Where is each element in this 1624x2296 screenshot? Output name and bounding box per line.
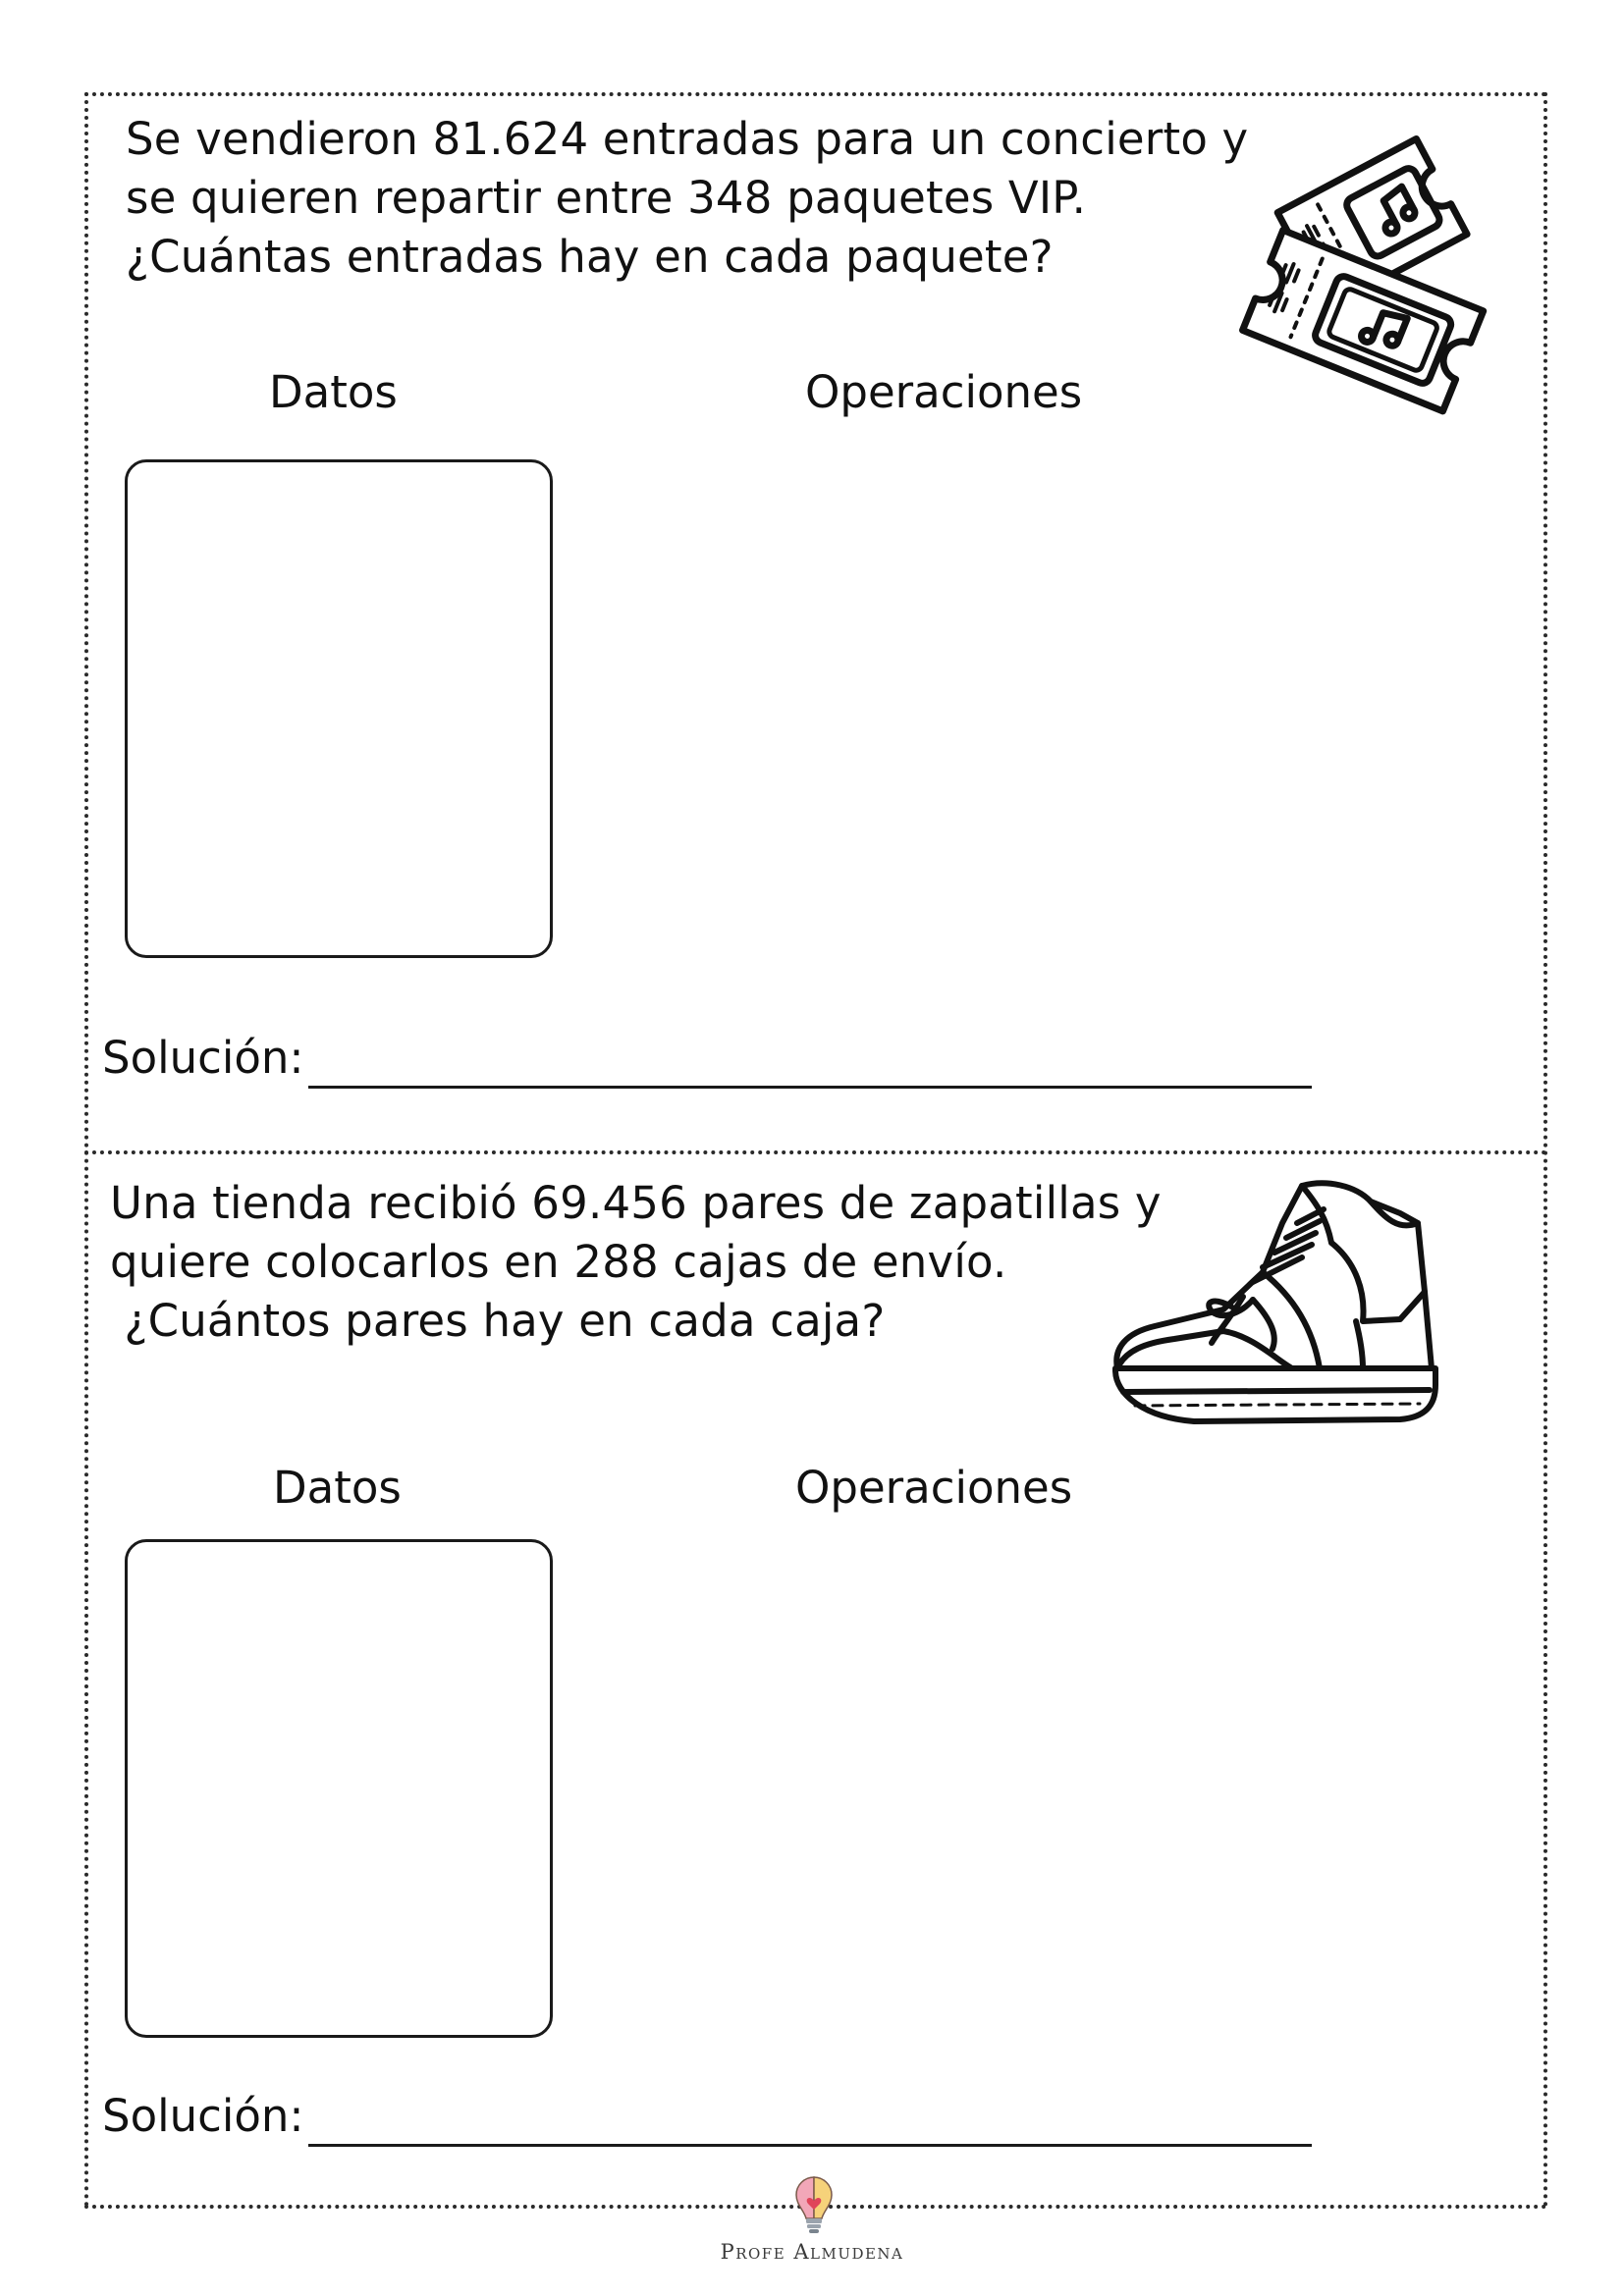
problem-line: ¿Cuántas entradas hay en cada paquete? bbox=[126, 231, 1054, 283]
problem-line: quiere colocarlos en 288 cajas de envío. bbox=[110, 1236, 1007, 1288]
footer-brand: Profe Almudena bbox=[720, 2240, 904, 2264]
problem-line: ¿Cuántos pares hay en cada caja? bbox=[110, 1295, 886, 1347]
section-divider bbox=[84, 1150, 1547, 1154]
datos-box[interactable] bbox=[125, 1539, 553, 2038]
datos-box[interactable] bbox=[125, 459, 553, 958]
solution-answer-line[interactable] bbox=[308, 2144, 1312, 2147]
operaciones-heading: Operaciones bbox=[795, 1462, 1073, 1514]
concert-tickets-icon bbox=[1227, 110, 1502, 424]
problem-line: se quieren repartir entre 348 paquetes VIP. bbox=[126, 172, 1087, 224]
operaciones-heading: Operaciones bbox=[805, 366, 1083, 418]
solution-answer-line[interactable] bbox=[308, 1086, 1312, 1089]
lightbulb-brain-logo bbox=[792, 2173, 836, 2236]
sneaker-icon bbox=[1106, 1174, 1439, 1429]
datos-heading: Datos bbox=[269, 366, 398, 418]
datos-heading: Datos bbox=[273, 1462, 402, 1514]
problem-line: Una tienda recibió 69.456 pares de zapatillas y bbox=[110, 1177, 1162, 1229]
solution-label: Solución: bbox=[102, 2090, 304, 2142]
problem-line: Se vendieron 81.624 entradas para un concierto y bbox=[126, 113, 1249, 165]
solution-label: Solución: bbox=[102, 1032, 304, 1084]
